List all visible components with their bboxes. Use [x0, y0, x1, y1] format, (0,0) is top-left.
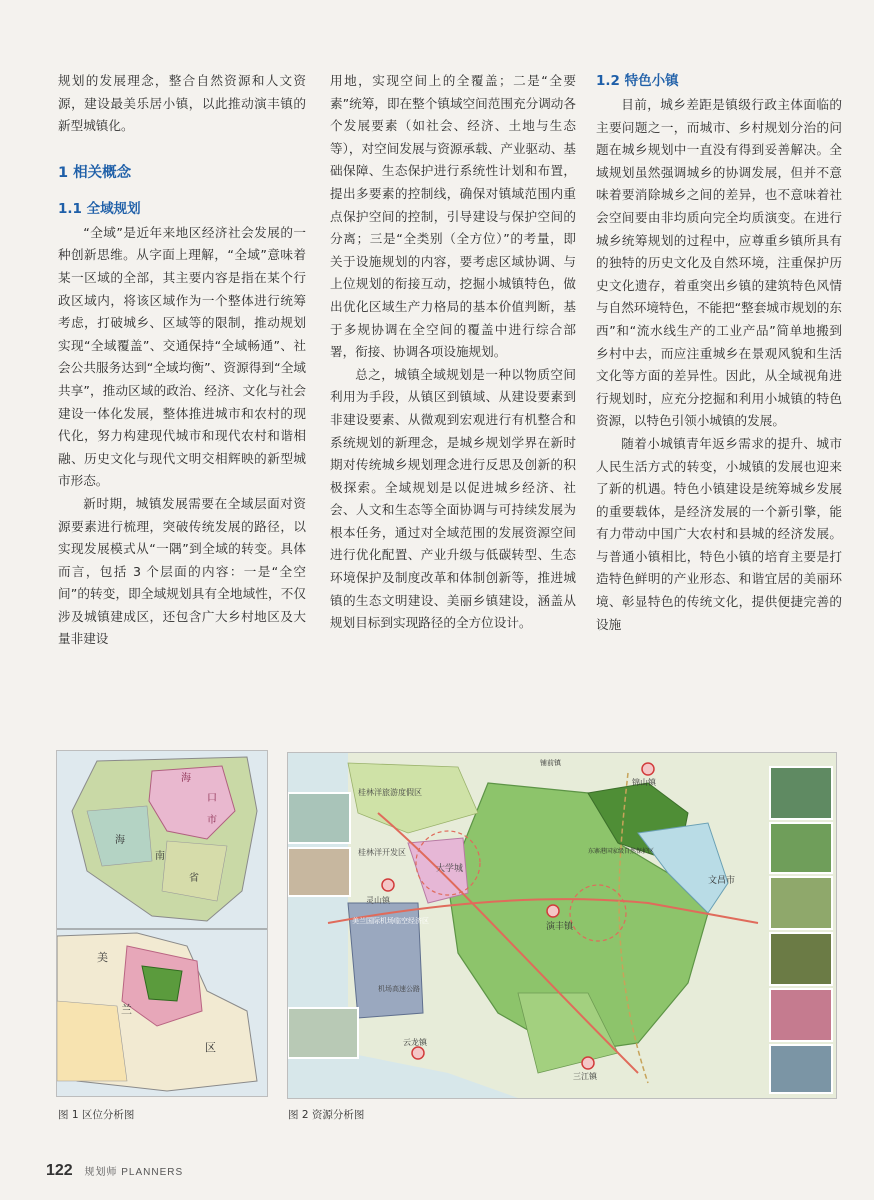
paragraph: “全域”是近年来地区经济社会发展的一种创新思维。从字面上理解，“全域”意味着某一区域的全部，其主要内容是指在某个行政区域内，将该区域作为一个整体进行统筹考虑，打破城乡、区域等的限制，推动规划实现“全域覆盖”、交通保持“全域畅通”、社会公共服务达到“全域均衡”、资源得到“全域共享”，推动区域的政治、经济、文化与社会建设一体化发展，整体推进城市和农村的现代化，努力构建现代城市和现代农村和谐相融、历史文化与现代文明交相辉映的新型城市形态。 [58, 224, 306, 489]
map-label: 海 [115, 835, 125, 846]
map-label: 南 [155, 851, 165, 862]
map-label: 口 [207, 793, 217, 804]
paragraph: 目前，城乡差距是镇级行政主体面临的主要问题之一，而城市、乡村规划分治的问题在城乡规划中一直没有得到妥善解决。全域规划虽然强调城乡的协调发展，但并不意味着要消除城乡之间的差异，也不意味着社会空间要由非均质向完全均质演变。在进行城乡统筹规划的过程中，应尊重乡镇所具有的独特的历史文化及自然环境，注重保护历史文化遗存，着重突出乡镇的建筑特色风情与自然环境特色，不能把“整套城市规划的东西”和“流水线生产的工业产品”简单地搬到乡村中去，而应注重城乡在景观风貌和生活文化等方面的差异性。因此，从全域视角进行规划时，应充分挖掘和利用小城镇的特色资源，以特色引领小城镇的发展。 [596, 97, 842, 429]
map-label: 机场高速公路 [378, 985, 420, 993]
map-label: 市 [207, 815, 217, 826]
figure-caption: 图 2 资源分析图 [288, 1109, 365, 1121]
resource-map-figure [287, 752, 837, 1099]
map-label: 美 [97, 951, 108, 964]
map-label: 省 [189, 873, 199, 884]
paragraph: 新时期，城镇发展需要在全域层面对资源要素进行梳理，突破传统发展的路径，以实现发展模式从“一隅”到全域的转变。具体而言，包括 3 个层面的内容：一是“全空间”的转变，即全域规划具有全地域性，不仅涉及城镇建成区，还包含广大乡村地区及大量非建设 [58, 495, 306, 647]
section-heading: 1 相关概念 [58, 164, 132, 181]
map-label: 大学城 [436, 864, 464, 874]
resource-map [288, 753, 836, 1098]
map-label: 兰 [121, 1003, 132, 1016]
page-number: 122 [46, 1162, 73, 1179]
paragraph: 随着小城镇青年返乡需求的提升、城市人民生活方式的转变，小城镇的发展也迎来了新的机遇。特色小镇建设是统筹城乡发展的重要载体，是经济发展的一个新引擎，能有力带动中国广大农村和县城的经济发展。与普通小镇相比，特色小镇的培育主要是打造特色鲜明的产业形态、和谐宜居的美丽环境、彰显特色的传统文化，提供便捷完善的设施 [596, 435, 842, 632]
text-column-1 [58, 70, 306, 651]
journal-name: 规划师 PLANNERS [84, 1167, 184, 1178]
paragraph: 总之，城镇全域规划是一种以物质空间利用为手段，从镇区到镇域、从建设要素到非建设要素、从微观到宏观进行有机整合和系统规划的新理念，是城乡规划学界在新时期对传统城乡规划理念进行反思及创新的积极探索。全域规划是以促进城乡经济、社会、人文和生态等全面协调与可持续发展为根本任务，通过对全域范围的发展资源空间进行优化配置、产业升级与低碳转型、生态环境保护及制度改革和体制创新等，推进城镇的生态文明建设、美丽乡镇建设，涵盖从规划目标到实现路径的全方位设计。 [330, 366, 576, 631]
location-map-figure [56, 750, 268, 1097]
map-label: 区 [205, 1041, 216, 1054]
map-label: 演丰镇 [546, 922, 574, 932]
map-label: 海 [181, 773, 191, 784]
map-label: 美兰国际机场临空经济区 [352, 917, 429, 925]
map-label: 桂林洋旅游度假区 [358, 788, 422, 797]
text-column-2 [330, 70, 576, 635]
location-map [57, 751, 267, 1096]
page-footer [46, 1162, 183, 1180]
figure-caption: 图 1 区位分析图 [58, 1109, 135, 1121]
map-label: 云龙镇 [403, 1038, 427, 1047]
map-label: 锦山镇 [632, 778, 656, 787]
subsection-heading: 1.2 特色小镇 [596, 73, 679, 89]
map-label: 三江镇 [573, 1072, 597, 1081]
map-label: 铺前镇 [540, 759, 561, 767]
map-label: 灵山镇 [366, 896, 390, 905]
paragraph: 用地，实现空间上的全覆盖；二是“全要素”统筹，即在整个镇域空间范围充分调动各个发展要素（如社会、经济、土地与生态等），对空间发展与资源承载、产业驱动、基础保障、生态保护进行系统性计划和布置，提出多要素的控制线，确保对镇域范围内重点保护空间的控制，引导建设与保护空间的分离；三是“全类别（全方位）”的考量，即关于设施规划的内容，要考虑区域协调、与上位规划的衔接互动，挖掘小城镇特色，做出优化区域生产力格局的基本价值判断，基于多规协调在全空间的覆盖中进行综合部署，衔接、协调各项设施规划。 [330, 73, 576, 360]
map-label: 文昌市 [708, 876, 736, 886]
map-label: 桂林洋开发区 [358, 848, 406, 857]
text-column-3 [596, 70, 842, 636]
subsection-heading: 1.1 全域规划 [58, 200, 141, 217]
paragraph: 规划的发展理念，整合自然资源和人文资源，建设最美乐居小镇，以此推动演丰镇的新型城镇化。 [58, 73, 306, 134]
map-label: 东寨港国家级自然保护区 [588, 848, 655, 855]
